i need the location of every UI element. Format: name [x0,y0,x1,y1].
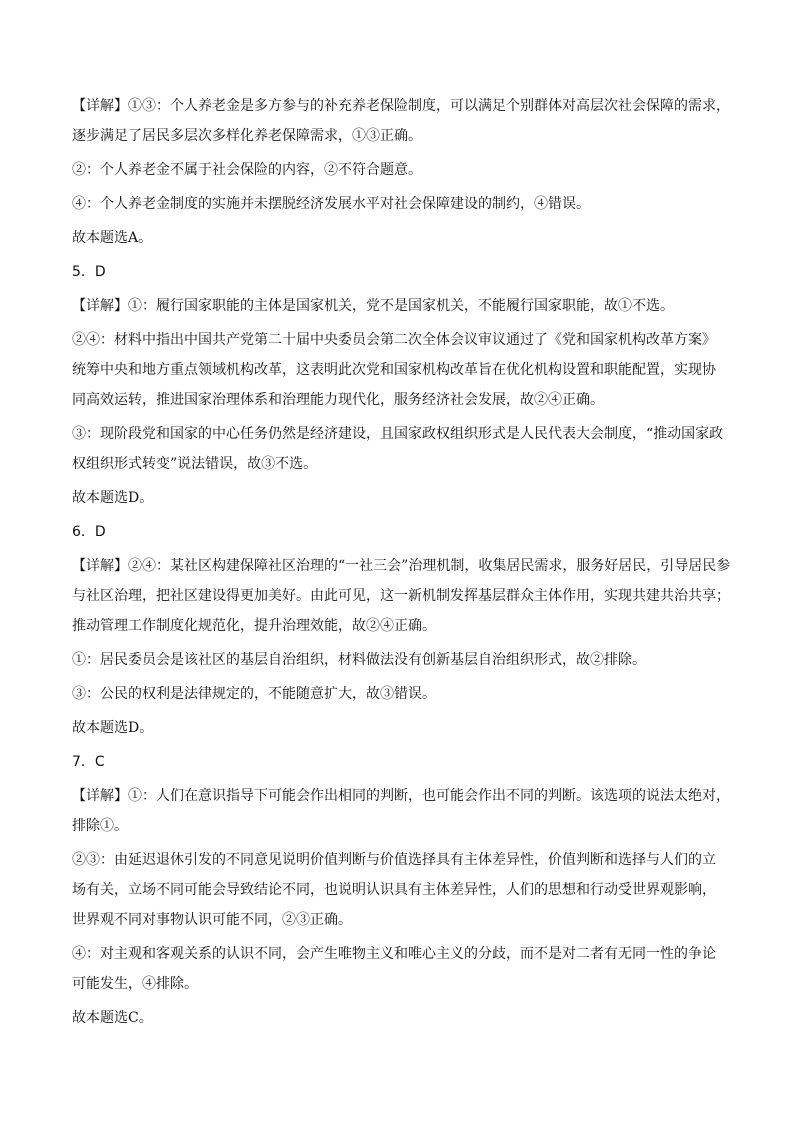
q6-p1-line1: 【详解】②④：某社区构建保障社区治理的“一社三会”治理机制，收集居民需求，服务好居民，引导居民参 [72,558,731,574]
q5-p3-line1: ③：现阶段党和国家的中心任务仍然是经济建设，且国家政权组织形式是人民代表大会制度，“推动国家政 [72,426,724,442]
q4-detail-tag: 【详解】 [72,98,128,114]
q7-conclusion: 故本题选C。 [72,1010,153,1026]
q6-p3: ③：公民的权利是法律规定的，不能随意扩大，故③错误。 [72,686,436,702]
q6-conclusion: 故本题选D。 [72,720,154,736]
q7-p2-line2: 场有关，立场不同可能会导致结论不同，也说明认识具有主体差异性，人们的思想和行动受世界观影响， [72,882,716,898]
q7-header: 7．C [72,754,105,770]
q5-header: 5．D [72,264,106,280]
q7-p2-line1: ②③：由延迟退休引发的不同意见说明价值判断与价值选择具有主体差异性，价值判断和选择与人们的立 [72,852,716,868]
q6-detail-tag: 【详解】 [72,558,128,574]
q4-p1-line2: 逐步满足了居民多层次多样化养老保障需求，①③正确。 [72,128,422,144]
q5-conclusion: 故本题选D。 [72,490,154,506]
q4-explanation [72,96,732,248]
q5-p2-line2: 统筹中央和地方重点领域机构改革，这表明此次党和国家机构改革旨在优化机构设置和职能配置，实现协 [72,362,716,378]
q7-p1-line1: 【详解】①：人们在意识指导下可能会作出相同的判断，也可能会作出不同的判断。该选项的说法太绝对， [72,788,730,804]
q5-detail-tag: 【详解】 [72,298,128,314]
q5-p3-line2: 权组织形式转变”说法错误，故③不选。 [72,456,318,472]
q5-explanation [72,262,732,508]
q4-p2: ②：个人养老金不属于社会保险的内容，②不符合题意。 [72,162,422,178]
q6-p2: ①：居民委员会是该社区的基层自治组织，材料做法没有创新基层自治组织形式，故②排除。 [72,652,646,668]
q7-p3-line1: ④：对主观和客观关系的认识不同，会产生唯物主义和唯心主义的分歧，而不是对二者有无同一性的争论 [72,946,716,962]
q7-p2-line3: 世界观不同对事物认识可能不同，②③正确。 [72,912,352,928]
answer-explanations [72,96,732,1028]
q5-p2-line3: 同高效运转，推进国家治理体系和治理能力现代化，服务经济社会发展，故②④正确。 [72,392,604,408]
q6-p1-line3: 推动管理工作制度化规范化，提升治理效能，故②④正确。 [72,618,436,634]
q7-explanation [72,752,732,1028]
q4-conclusion: 故本题选A。 [72,230,153,246]
q4-p3: ④：个人养老金制度的实施并未摆脱经济发展水平对社会保障建设的制约，④错误。 [72,196,590,212]
q7-p3-line2: 可能发生，④排除。 [72,976,198,992]
q4-p1-line1: 【详解】①③：个人养老金是多方参与的补充养老保险制度，可以满足个别群体对高层次社会保障的需求， [72,98,730,114]
q7-detail-tag: 【详解】 [72,788,128,804]
q7-p1-line2: 排除①。 [72,818,128,834]
q6-explanation [72,522,732,738]
q6-header: 6．D [72,524,106,540]
q5-p1: 【详解】①：履行国家职能的主体是国家机关，党不是国家机关，不能履行国家职能，故①不选。 [72,298,674,314]
q6-p1-line2: 与社区治理，把社区建设得更加美好。由此可见，这一新机制发挥基层群众主体作用，实现共建共治共享； [72,588,730,604]
q5-p2-line1: ②④：材料中指出中国共产党第二十届中央委员会第二次全体会议审议通过了《党和国家机构改革方案》 [72,332,716,348]
